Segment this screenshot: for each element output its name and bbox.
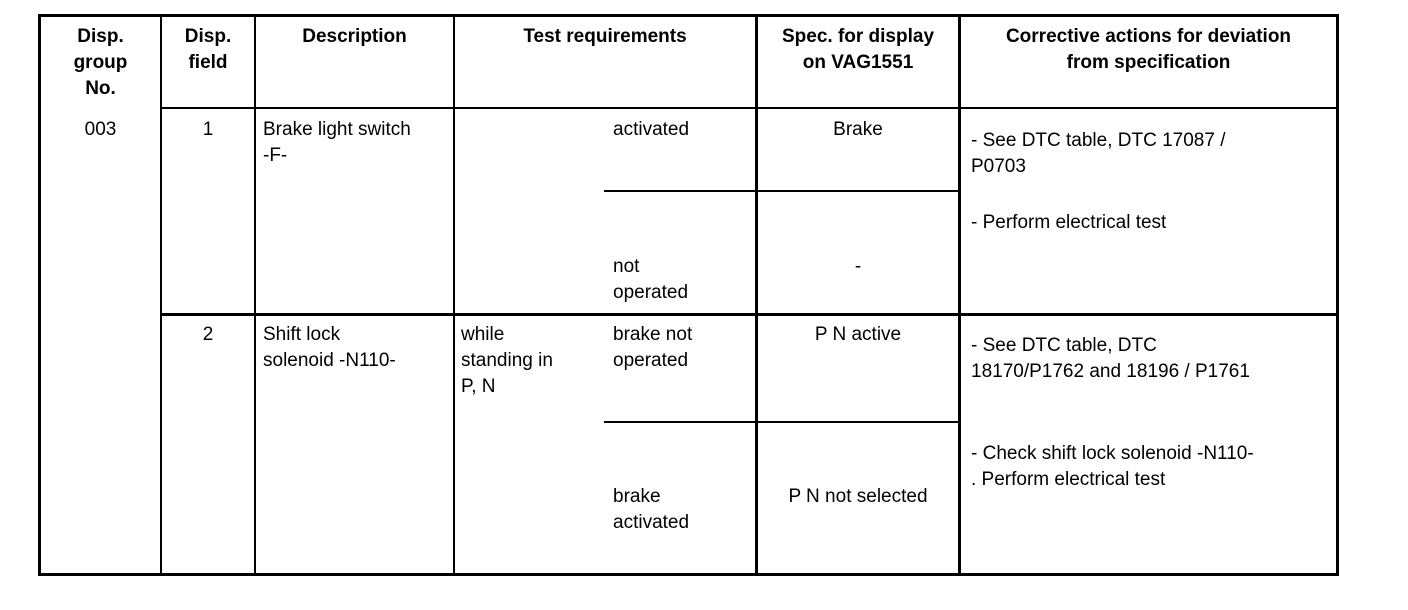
row1-spec-2: - xyxy=(854,256,862,277)
col-divider xyxy=(958,14,961,576)
row-rule xyxy=(160,313,1339,316)
row2-spec-1: P N active xyxy=(814,324,902,345)
table-border-bottom xyxy=(38,573,1339,576)
row1-requirement-2: not operated xyxy=(613,256,689,303)
header-disp-field: Disp. field xyxy=(184,26,232,73)
col-divider xyxy=(453,14,455,576)
table-border-right xyxy=(1336,14,1339,576)
col-divider xyxy=(160,14,162,576)
row2-requirement-1: brake not operated xyxy=(613,324,693,371)
condition-rule xyxy=(604,421,959,423)
group-number: 003 xyxy=(84,119,117,140)
diagnostic-table xyxy=(38,14,1339,576)
header-disp-group: Disp. group No. xyxy=(73,26,128,99)
table-border-top xyxy=(38,14,1339,17)
row2-field: 2 xyxy=(202,324,214,345)
row2-action-1: - See DTC table, DTC 18170/P1762 and 18196 / P1761 xyxy=(971,335,1250,382)
col-divider xyxy=(254,14,256,576)
condition-rule xyxy=(604,190,959,192)
row2-action-2: - Check shift lock solenoid -N110- . Perform electrical test xyxy=(971,443,1254,490)
row1-description: Brake light switch -F- xyxy=(263,119,411,166)
row2-description: Shift lock solenoid -N110- xyxy=(263,324,396,371)
header-spec: Spec. for display on VAG1551 xyxy=(781,26,935,73)
row1-spec-1: Brake xyxy=(833,119,883,140)
header-corrective-actions: Corrective actions for deviation from specification xyxy=(1005,26,1292,73)
row2-spec-2: P N not selected xyxy=(788,486,928,507)
header-description: Description xyxy=(302,26,407,47)
header-test-requirements: Test requirements xyxy=(523,26,687,47)
header-rule xyxy=(160,107,1339,109)
row1-action-2: - Perform electrical test xyxy=(971,212,1167,233)
row1-requirement-1: activated xyxy=(613,119,690,140)
row1-field: 1 xyxy=(202,119,214,140)
row1-action-1: - See DTC table, DTC 17087 / P0703 xyxy=(971,130,1226,177)
row2-while-condition: while standing in P, N xyxy=(461,324,553,397)
row2-requirement-2: brake activated xyxy=(613,486,690,533)
